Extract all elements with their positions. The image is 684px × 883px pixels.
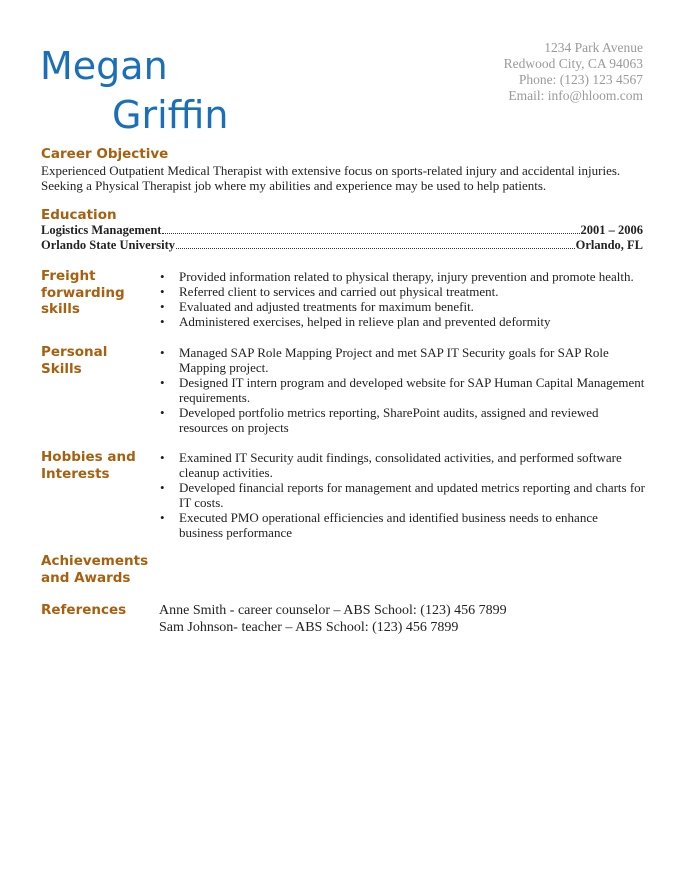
- objective-line: Seeking a Physical Therapist job where my abilities and experience may be used to help patients.: [41, 178, 547, 193]
- references-heading: References: [41, 602, 127, 618]
- list-item: • Managed SAP Role Mapping Project and met SAP IT Security goals for SAP Role Mapping project.: [159, 345, 645, 375]
- email-line: Email: info@hloom.com: [508, 88, 643, 103]
- achievements-heading: Achievements and Awards: [41, 553, 149, 586]
- list-item: • Referred client to services and carried out physical treatment.: [159, 284, 645, 299]
- school: Orlando State University: [41, 238, 176, 252]
- personal-skills-list: [159, 345, 645, 435]
- list-item: • Examined IT Security audit findings, consolidated activities, and performed software cleanup activities.: [159, 450, 645, 480]
- list-item: • Provided information related to physical therapy, injury prevention and promote health.: [159, 269, 645, 284]
- degree: Logistics Management: [41, 223, 162, 237]
- education-row: [41, 223, 643, 238]
- hobbies-list: [159, 450, 645, 540]
- career-objective-text: [41, 163, 641, 193]
- phone-line: Phone: (123) 123 4567: [518, 72, 643, 87]
- freight-skills-list: [159, 269, 645, 329]
- list-item: • Developed financial reports for management and updated metrics reporting and charts for IT costs.: [159, 480, 645, 510]
- list-item: • Administered exercises, helped in relieve plan and prevented deformity: [159, 314, 645, 329]
- objective-line: Experienced Outpatient Medical Therapist with extensive focus on sports-related injury and accidental injuries.: [41, 163, 621, 178]
- list-item: • Executed PMO operational efficiencies and identified business needs to enhance business performance: [159, 510, 645, 540]
- list-item: • Evaluated and adjusted treatments for maximum benefit.: [159, 299, 645, 314]
- education-heading: Education: [41, 207, 117, 223]
- hobbies-heading: Hobbies and Interests: [41, 449, 136, 482]
- last-name: Griffin: [112, 93, 229, 137]
- dates: 2001 – 2006: [580, 223, 643, 237]
- first-name: Megan: [40, 44, 168, 88]
- education-row: [41, 238, 643, 253]
- location: Orlando, FL: [575, 238, 643, 252]
- contact-block: [504, 40, 643, 104]
- dot-leader: [176, 248, 575, 249]
- freight-skills-heading: Freight forwarding skills: [41, 268, 125, 317]
- list-item: • Developed portfolio metrics reporting, SharePoint audits, assigned and reviewed resources on projects: [159, 405, 645, 435]
- personal-skills-heading: Personal Skills: [41, 344, 108, 377]
- dot-leader: [162, 233, 579, 234]
- reference-item: Sam Johnson- teacher – ABS School: (123) 456 7899: [159, 620, 459, 635]
- education-list: [41, 223, 643, 253]
- list-item: • Designed IT intern program and developed website for SAP Human Capital Management requirements.: [159, 375, 645, 405]
- city-line: Redwood City, CA 94063: [503, 56, 643, 71]
- address-line: 1234 Park Avenue: [544, 40, 643, 55]
- references-list: [159, 602, 507, 636]
- career-objective-heading: Career Objective: [41, 146, 169, 162]
- reference-item: Anne Smith - career counselor – ABS School: (123) 456 7899: [159, 603, 507, 618]
